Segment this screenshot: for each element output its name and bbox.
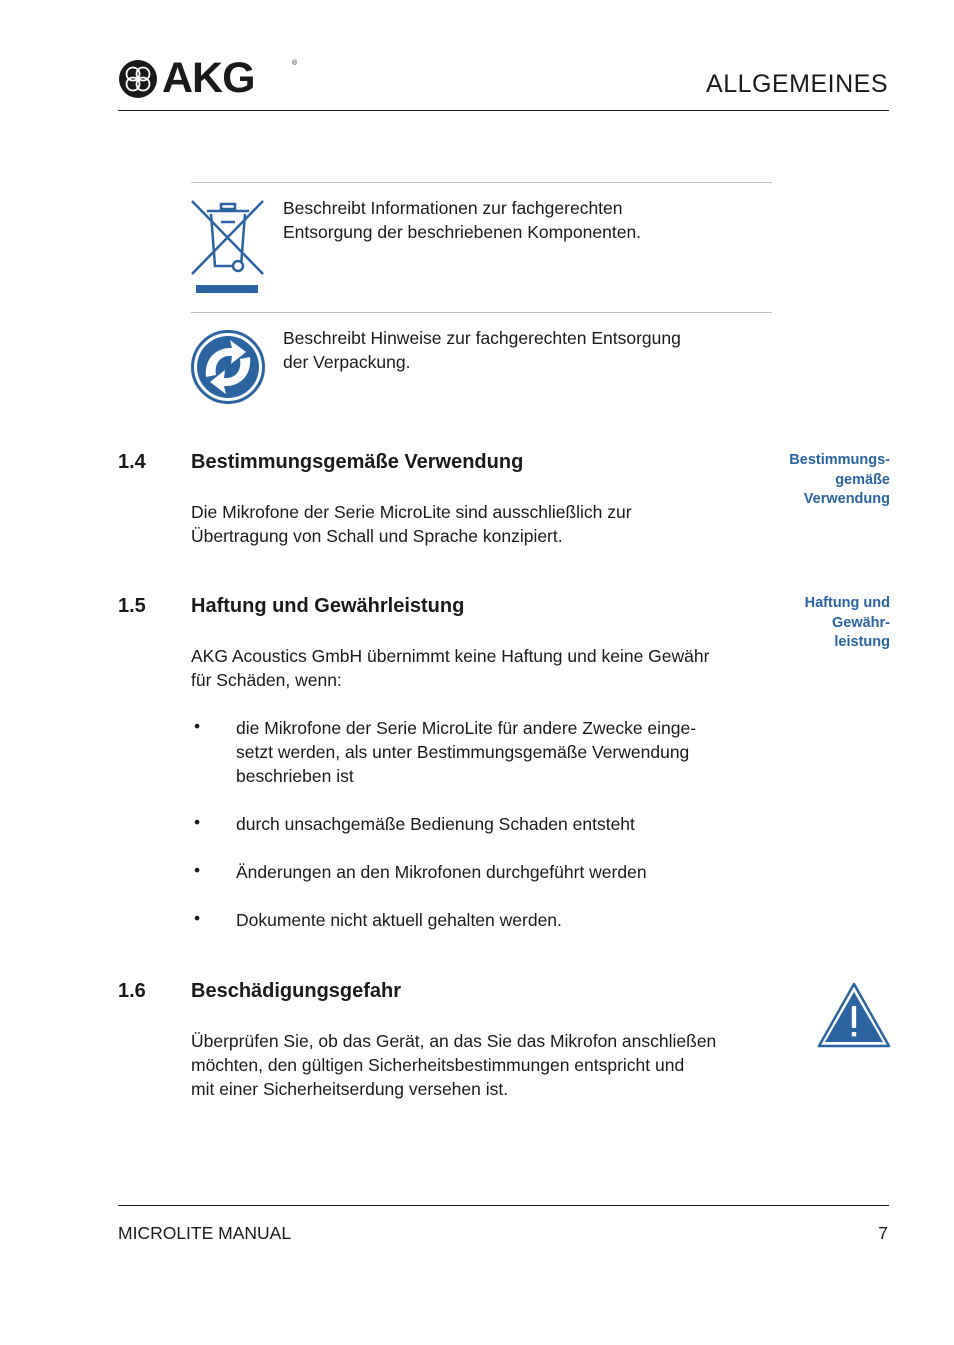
list-item bbox=[236, 908, 562, 932]
bullet-marker: • bbox=[194, 860, 201, 880]
section-title: Bestimmungsgemäße Verwendung bbox=[191, 451, 524, 473]
footer-manual-name: MICROLITE MANUAL bbox=[118, 1223, 292, 1243]
warning-triangle-icon bbox=[817, 982, 891, 1048]
margin-label-line: Gewähr- bbox=[831, 614, 890, 631]
list-item-line: beschrieben ist bbox=[236, 766, 354, 786]
symbol-description-line: der Verpackung. bbox=[283, 352, 411, 372]
list-item-line: die Mikrofone der Serie MicroLite für andere Zwecke einge- bbox=[236, 718, 697, 738]
symbol-description-line: Entsorgung der beschriebenen Komponenten. bbox=[283, 222, 642, 242]
margin-label bbox=[789, 451, 890, 510]
margin-label-line: Haftung und bbox=[804, 595, 890, 611]
margin-label-line: Verwendung bbox=[803, 491, 890, 507]
symbol-table-rule-middle bbox=[191, 312, 772, 313]
list-item-line: Dokumente nicht aktuell gehalten werden. bbox=[236, 910, 562, 930]
section-number: 1.5 bbox=[118, 595, 146, 617]
section-title: Haftung und Gewährleistung bbox=[191, 595, 465, 617]
paragraph-line: für Schäden, wenn: bbox=[191, 670, 342, 690]
list-item bbox=[236, 812, 635, 836]
paragraph-line: Die Mikrofone der Serie MicroLite sind ausschließlich zur bbox=[191, 502, 632, 522]
list-item-line: Änderungen an den Mikrofonen durchgeführt werden bbox=[236, 862, 647, 882]
section-title: Beschädigungsgefahr bbox=[191, 980, 402, 1002]
bullet-marker: • bbox=[194, 812, 201, 832]
margin-label-line: leistung bbox=[834, 634, 890, 650]
page-number: 7 bbox=[878, 1223, 888, 1243]
margin-label-line: Bestimmungs- bbox=[789, 452, 890, 468]
paragraph-line: möchten, den gültigen Sicherheitsbestimmungen entspricht und bbox=[191, 1055, 685, 1075]
crossed-out-wheelie-bin-icon bbox=[191, 200, 265, 296]
section-number: 1.4 bbox=[118, 451, 146, 473]
bullet-marker: • bbox=[194, 716, 201, 736]
section-paragraph bbox=[191, 500, 632, 548]
section-paragraph bbox=[191, 1029, 716, 1101]
symbol-description-packaging bbox=[283, 326, 681, 374]
margin-label bbox=[805, 594, 890, 653]
paragraph-line: Übertragung von Schall und Sprache konzipiert. bbox=[191, 526, 563, 546]
akg-logo-emblem-icon bbox=[118, 59, 158, 99]
symbol-description-line: Beschreibt Informationen zur fachgerechten bbox=[283, 198, 623, 218]
symbol-description-line: Beschreibt Hinweise zur fachgerechten Entsorgung bbox=[283, 328, 681, 348]
section-number: 1.6 bbox=[118, 980, 146, 1002]
registered-mark: ® bbox=[292, 60, 298, 67]
page-section-title: ALLGEMEINES bbox=[706, 70, 888, 98]
list-item bbox=[236, 716, 696, 788]
section-paragraph bbox=[191, 644, 709, 692]
akg-logo bbox=[118, 54, 300, 102]
green-dot-packaging-icon bbox=[190, 329, 266, 405]
list-item-line: setzt werden, als unter Bestimmungsgemäße Verwendung bbox=[236, 742, 690, 762]
paragraph-line: mit einer Sicherheitserdung versehen ist. bbox=[191, 1079, 509, 1099]
margin-label-line: gemäße bbox=[835, 471, 890, 488]
list-item bbox=[236, 860, 647, 884]
symbol-table-rule-top bbox=[191, 182, 772, 183]
symbol-description-disposal bbox=[283, 196, 641, 244]
header-rule bbox=[118, 110, 889, 111]
bullet-marker: • bbox=[194, 908, 201, 928]
list-item-line: durch unsachgemäße Bedienung Schaden entsteht bbox=[236, 814, 635, 834]
paragraph-line: Überprüfen Sie, ob das Gerät, an das Sie das Mikrofon anschließen bbox=[191, 1031, 717, 1051]
paragraph-line: AKG Acoustics GmbH übernimmt keine Haftung und keine Gewähr bbox=[191, 646, 710, 666]
footer-rule bbox=[118, 1205, 889, 1206]
akg-logo-text: AKG bbox=[162, 54, 255, 102]
